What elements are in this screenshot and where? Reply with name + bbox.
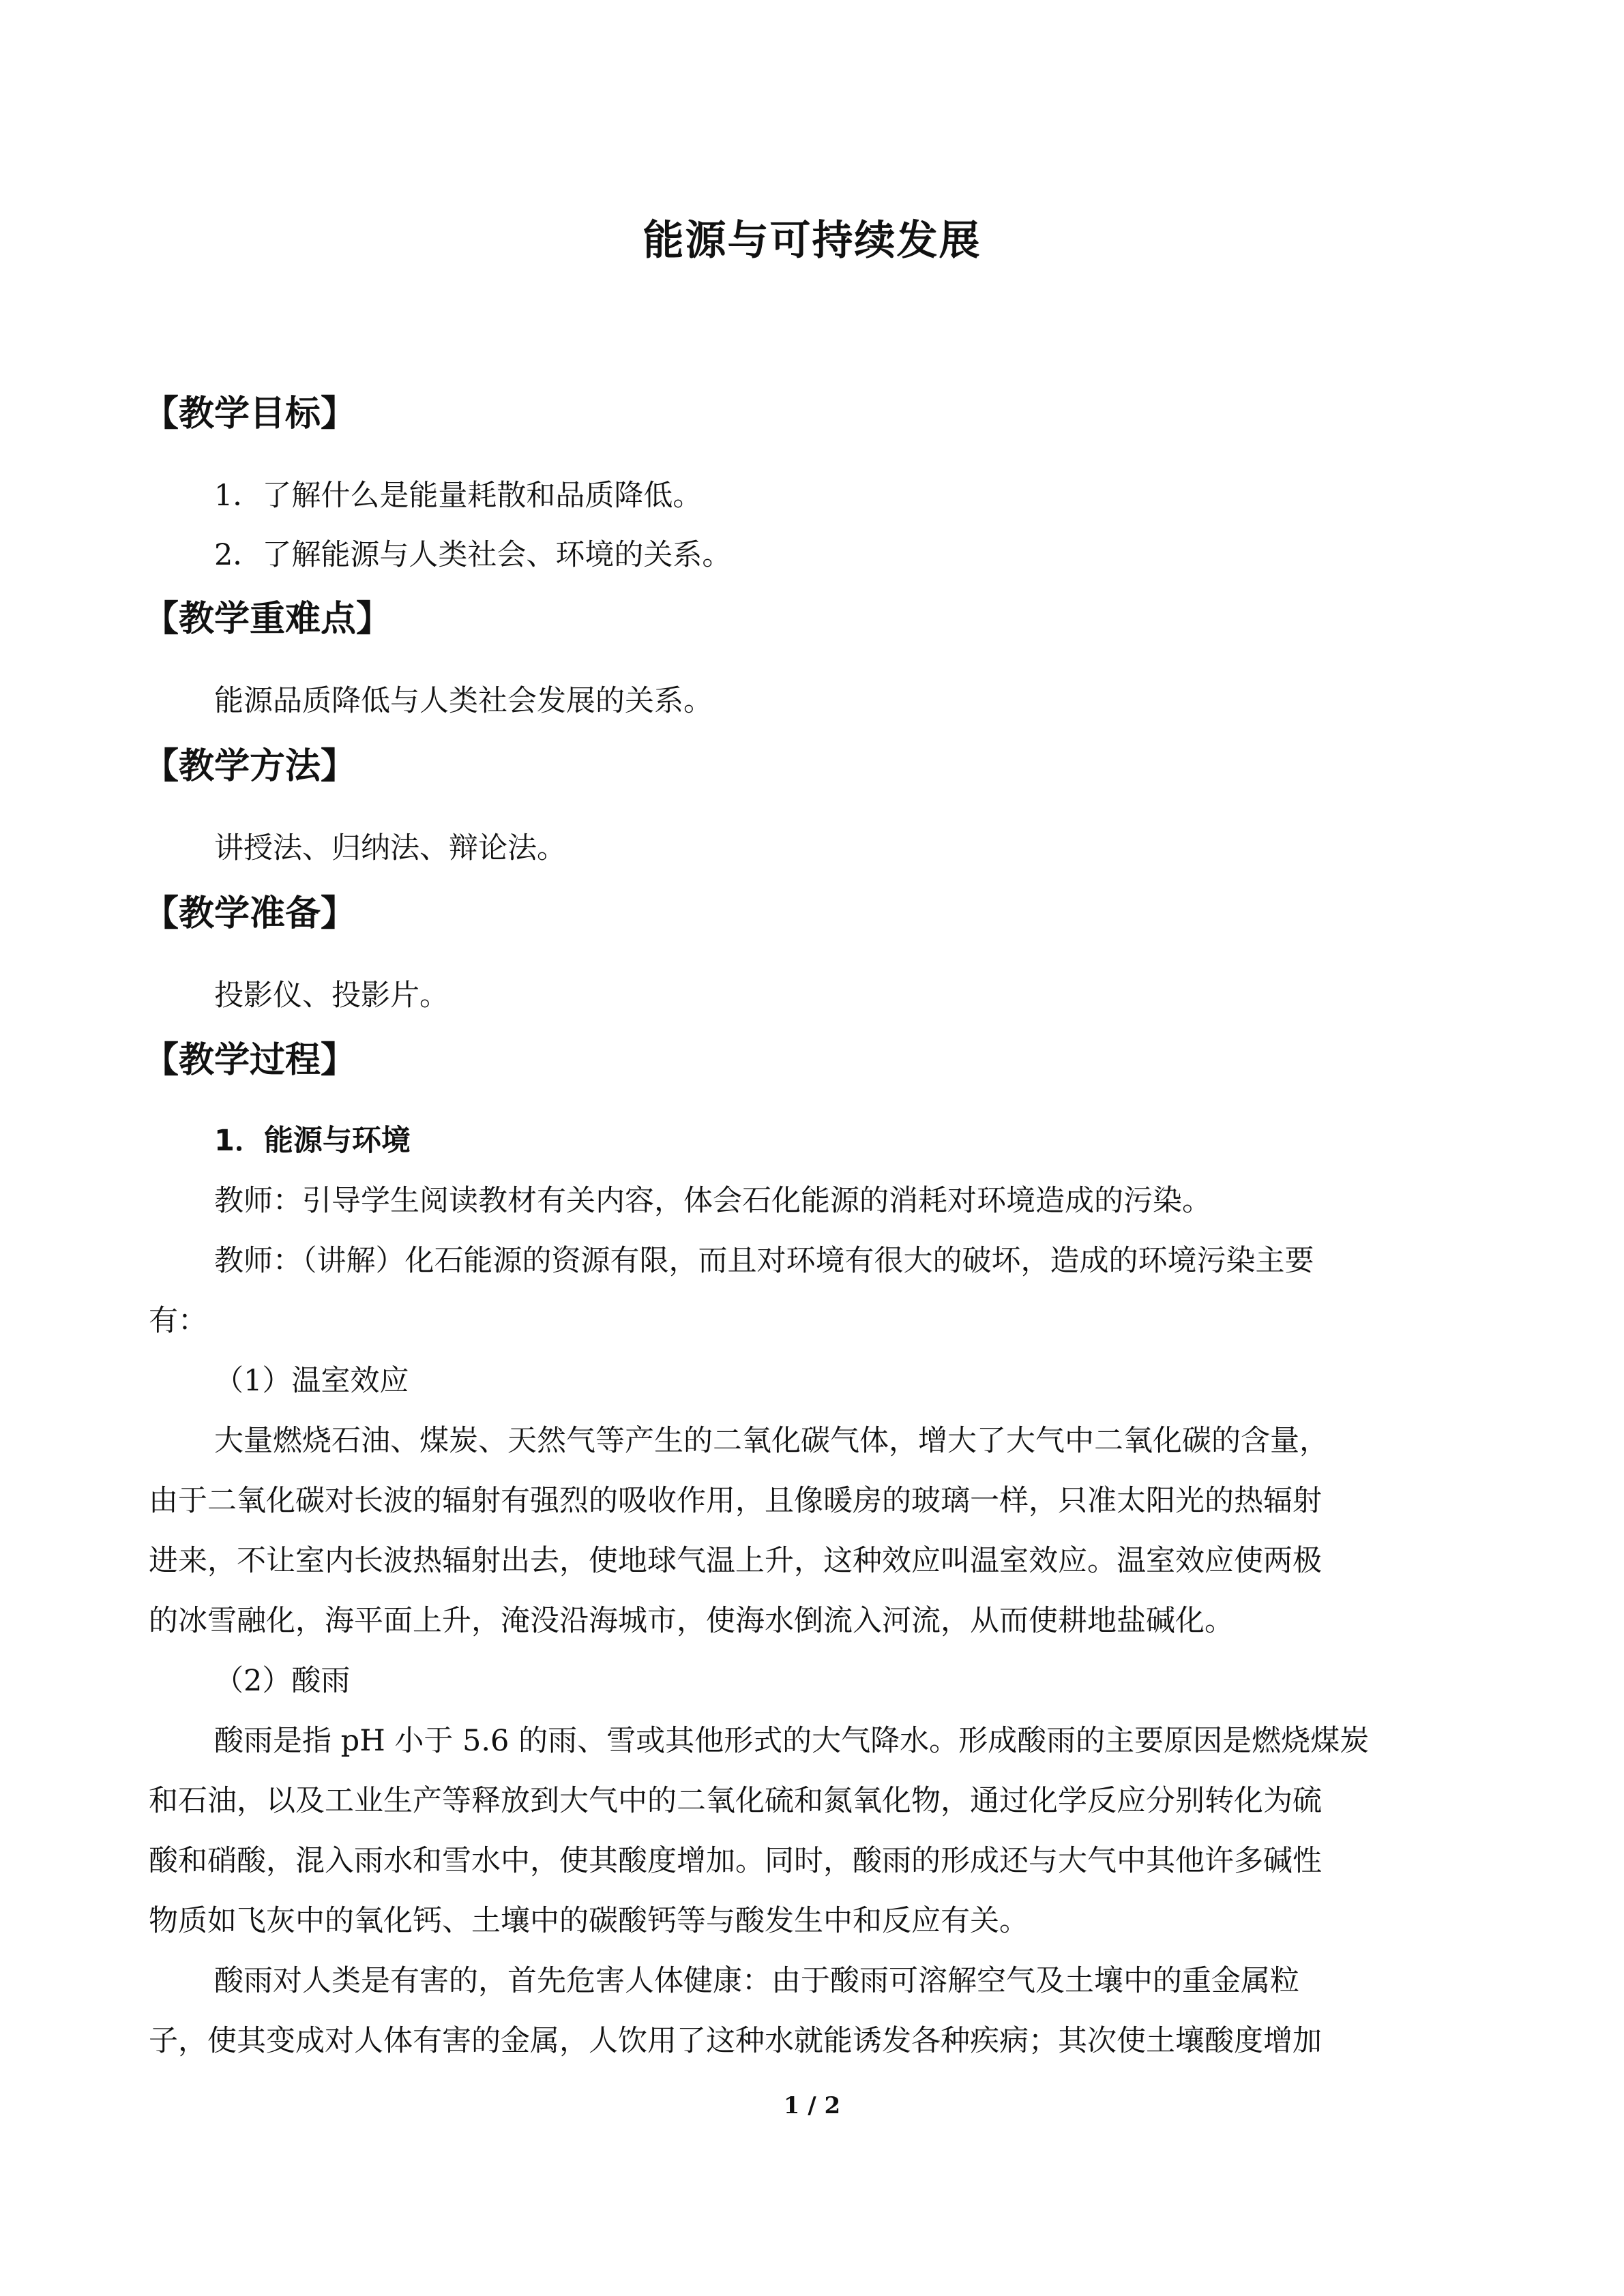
paragraph-line: 教师：（讲解）化石能源的资源有限，而且对环境有很大的破坏，造成的环境污染主要 [214, 1244, 1314, 1278]
heading-process: 【教学过程】 [143, 1040, 357, 1081]
objective-item-2: 2．了解能源与人类社会、环境的关系。 [214, 538, 732, 572]
paragraph-line: 酸和硝酸，混入雨水和雪水中，使其酸度增加。同时，酸雨的形成还与大气中其他许多碱性 [149, 1844, 1322, 1878]
heading-preparation: 【教学准备】 [143, 893, 357, 934]
subsection-greenhouse: （1）温室效应 [214, 1364, 409, 1398]
heading-objectives: 【教学目标】 [143, 393, 357, 434]
paragraph-line: 有： [149, 1304, 207, 1338]
paragraph-line: 进来，不让室内长波热辐射出去，使地球气温上升，这种效应叫温室效应。温室效应使两极 [149, 1544, 1322, 1578]
preparation-text: 投影仪、投影片。 [214, 979, 449, 1013]
page-number: 1 / 2 [783, 2092, 841, 2119]
paragraph-line: 子，使其变成对人体有害的金属，人饮用了这种水就能诱发各种疾病；其次使土壤酸度增加 [149, 2024, 1322, 2058]
paragraph-line: 的冰雪融化，海平面上升，淹没沿海城市，使海水倒流入河流，从而使耕地盐碱化。 [149, 1604, 1234, 1638]
subsection-acid-rain: （2）酸雨 [214, 1664, 351, 1698]
heading-key-points: 【教学重难点】 [143, 599, 392, 640]
objective-item-1: 1．了解什么是能量耗散和品质降低。 [214, 479, 703, 513]
paragraph-line: 由于二氧化碳对长波的辐射有强烈的吸收作用，且像暖房的玻璃一样，只准太阳光的热辐射 [149, 1484, 1322, 1518]
heading-methods: 【教学方法】 [143, 746, 357, 787]
paragraph-line: 和石油，以及工业生产等释放到大气中的二氧化硫和氮氧化物，通过化学反应分别转化为硫 [149, 1784, 1322, 1818]
paragraph-line: 酸雨对人类是有害的，首先危害人体健康：由于酸雨可溶解空气及土壤中的重金属粒 [214, 1964, 1299, 1998]
key-points-text: 能源品质降低与人类社会发展的关系。 [214, 684, 713, 718]
paragraph-line: 大量燃烧石油、煤炭、天然气等产生的二氧化碳气体，增大了大气中二氧化碳的含量， [214, 1424, 1329, 1458]
process-subheading: 1．能源与环境 [214, 1124, 411, 1158]
methods-text: 讲授法、归纳法、辩论法。 [214, 831, 566, 865]
paragraph-line: 物质如飞灰中的氧化钙、土壤中的碳酸钙等与酸发生中和反应有关。 [149, 1904, 1029, 1938]
document-title: 能源与可持续发展 [643, 217, 981, 265]
paragraph-line: 教师：引导学生阅读教材有关内容，体会石化能源的消耗对环境造成的污染。 [214, 1184, 1211, 1218]
paragraph-line: 酸雨是指 pH 小于 5.6 的雨、雪或其他形式的大气降水。形成酸雨的主要原因是燃烧煤炭 [214, 1724, 1370, 1758]
